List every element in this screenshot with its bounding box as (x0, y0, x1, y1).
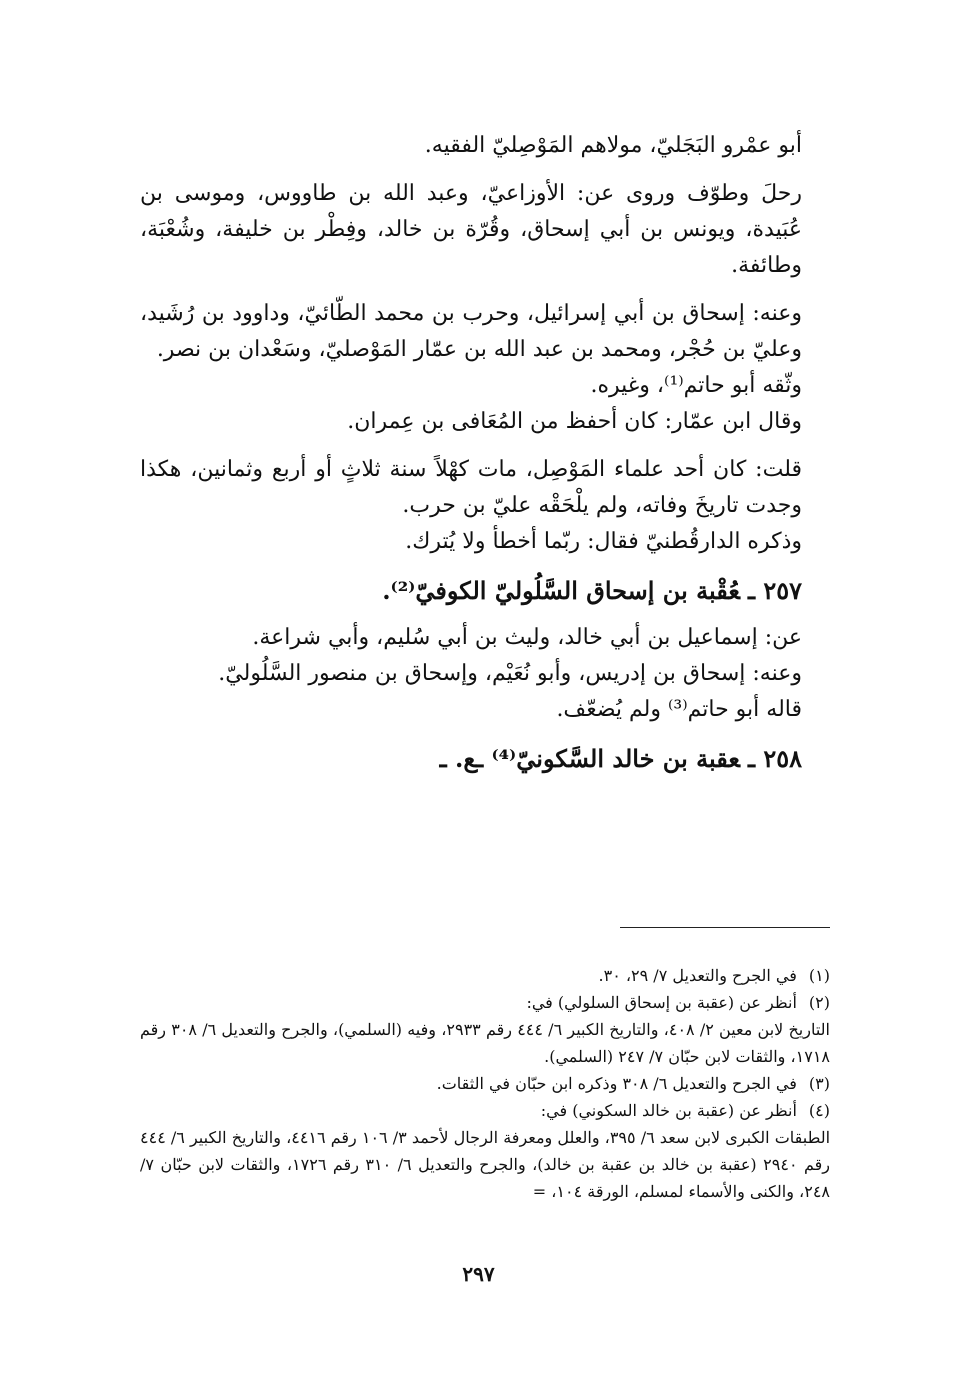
paragraph-tawthiq: وثّقه أبو حاتم⁽¹⁾، وغيره. (590, 373, 802, 398)
footnote-text: أنظر عن (عقبة بن إسحاق السلولي) في: (526, 993, 797, 1012)
paragraph-teachers: رحلَ وطوّف وروى عن: الأوزاعيّ، وعبد الله بن طاووس، وموسى بن عُبَيدة، ويونس بن أبي إسحاق، وقُرّة بن خالد، وفِطْر بن خليفة، وشُعْبَة، وطائفة. (140, 181, 802, 278)
entry-257-an: عن: إسماعيل بن أبي خالد، وليث بن أبي سُليم، وأبي شراعة. (252, 625, 802, 650)
entry-number: ٢٥٨ ـ (747, 744, 802, 773)
footnote-divider (620, 927, 830, 928)
footnote-3 (140, 1070, 830, 1097)
paragraph-kunya: أبو عمْرو البَجَليّ، مولاهم المَوْصِليّ الفقيه. (424, 133, 802, 158)
footnote-1 (140, 962, 830, 989)
entry-257-qalahu: قاله أبو حاتم⁽³⁾ ولم يُضعّف. (556, 697, 802, 722)
footnote-marker: (٢) (808, 993, 830, 1012)
footnote-4-sources: الطبقات الكبرى لابن سعد ٦/ ٣٩٥، والعلل ومعرفة الرجال لأحمد ٣/ ١٠٦ رقم ٤٤١٦، والتاريخ الكبير ٦/ ٤٤٤ رقم ٢٩٤٠ (عقبة بن خالد بن عقبة بن خالد)، والجرح والتعديل ٦/ ٣١٠ رقم ١٧٢٦، والثقات لابن حبّان ٧/ ٢٤٨، والكنى والأسماء لمسلم، الورقة ١٠٤، = (140, 1128, 831, 1201)
entry-title: عُقْبة بن إسحاق السَّلُوليّ الكوفيّ⁽²⁾. (382, 576, 740, 605)
paragraph-qultu: قلت: كان أحد علماء المَوْصِل، مات كهْلاً سنة ثلاثٍ أو أربع وثمانين، هكذا وجدت تاريخَ وفاته، ولم يلْحَقْه عليّ بن حرب. (140, 457, 802, 518)
footnote-marker: (٣) (808, 1074, 830, 1093)
paragraph-students: وعنه: إسحاق بن أبي إسرائيل، وحرب بن محمد الطّائيّ، وداوود بن رُشَيد، وعليّ بن حُجْر، ومحمد بن عبد الله بن عمّار المَوْصليّ، وسَعْدان بن نصر. (140, 301, 802, 362)
entry-257-wanhu: وعنه: إسحاق بن إدريس، وأبو نُعَيْم، وإسحاق بن منصور السَّلُوليّ. (218, 661, 802, 686)
footnote-4 (140, 1097, 830, 1124)
footnote-text: في الجرح والتعديل ٦/ ٣٠٨ وذكره ابن حبّان في الثقات. (436, 1074, 797, 1093)
entry-number: ٢٥٧ ـ (747, 576, 802, 605)
footnotes (140, 962, 830, 1205)
entry-heading-257 (140, 572, 830, 610)
entry-heading-258 (140, 740, 830, 778)
footnote-text: أنظر عن (عقبة بن خالد السكوني) في: (540, 1101, 797, 1120)
footnote-2-sources: التاريخ لابن معين ٢/ ٤٠٨، والتاريخ الكبير ٦/ ٤٤٤ رقم ٢٩٣٣، وفيه (السلمي)، والجرح والتعديل ٦/ ٣٠٨ رقم ١٧١٨، والثقات لابن حبّان ٧/ ٢٤٧ (السلمي). (140, 1020, 831, 1066)
paragraph-ibn-ammar: وقال ابن عمّار: كان أحفظ من المُعَافى بن عِمران. (347, 409, 802, 434)
footnote-marker: (١) (808, 966, 830, 985)
footnote-2 (140, 989, 830, 1016)
page-number: ٢٩٧ (462, 1262, 495, 1286)
paragraph-daraqutni: وذكره الدارقُطنيّ فقال: ربّما أخطأ ولا يُترك. (405, 529, 802, 554)
main-text (140, 128, 830, 788)
footnote-marker: (٤) (808, 1101, 830, 1120)
entry-title: عقبة بن خالد السَّكونيّ⁽⁴⁾ ـع. ـ (439, 744, 740, 773)
footnote-text: في الجرح والتعديل ٧/ ٢٩، ٣٠. (598, 966, 797, 985)
